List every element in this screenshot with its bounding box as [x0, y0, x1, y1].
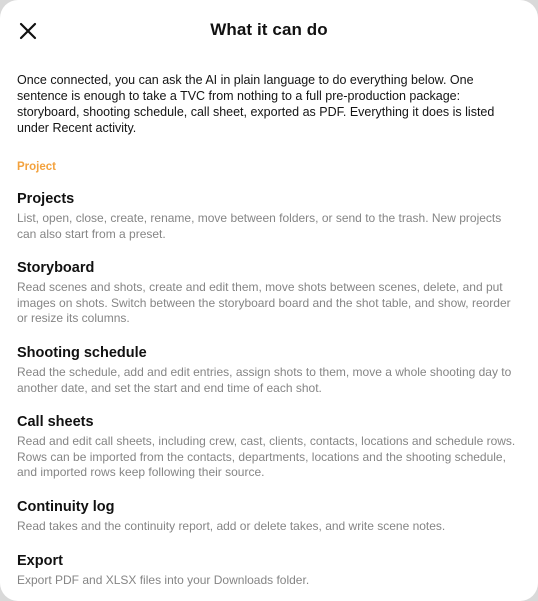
- feature-projects: [17, 190, 519, 242]
- feature-continuity-log: [17, 498, 519, 535]
- feature-title: Projects: [17, 191, 75, 207]
- feature-description: Read and edit call sheets, including crew, cast, clients, contacts, locations and schedule rows. Rows can be imported from the contacts, departments, locations and the shooting schedule, and imported rows keep following their source.: [17, 434, 516, 480]
- feature-description: Read the schedule, add and edit entries, assign shots to them, move a whole shooting day to another date, and set the start and end time of each shot.: [17, 364, 512, 395]
- feature-description: Read scenes and shots, create and edit them, move shots between scenes, delete, and put images on shots. Switch between the storyboard board and the shot table, and show, reorder or resize its columns.: [17, 280, 511, 326]
- dialog-content: [0, 62, 538, 588]
- feature-description: Read takes and the continuity report, add or delete takes, and write scene notes.: [17, 518, 446, 533]
- dialog-title: What it can do: [210, 20, 328, 39]
- section-label-project: Project: [17, 161, 56, 173]
- feature-description: List, open, close, create, rename, move between folders, or send to the trash. New projects can also start from a preset.: [17, 211, 502, 241]
- intro-text: Once connected, you can ask the AI in plain language to do everything below. One sentence is enough to take a TVC from nothing to a full pre-production package: storyboard, shooting schedule, call sheet, exported as PDF. Everything it does is listed under Recent activity.: [17, 73, 495, 135]
- feature-title: Call sheets: [17, 414, 94, 431]
- feature-description: Export PDF and XLSX files into your Downloads folder.: [17, 572, 310, 587]
- feature-title: Storyboard: [17, 260, 95, 277]
- dialog-header: [0, 0, 538, 62]
- feature-shooting-schedule: [17, 344, 519, 396]
- feature-title: Continuity log: [17, 498, 115, 515]
- feature-title: Export: [17, 552, 63, 569]
- feature-storyboard: [17, 259, 519, 327]
- feature-title: Shooting schedule: [17, 344, 147, 361]
- feature-export: [17, 552, 519, 589]
- feature-call-sheets: [17, 413, 519, 481]
